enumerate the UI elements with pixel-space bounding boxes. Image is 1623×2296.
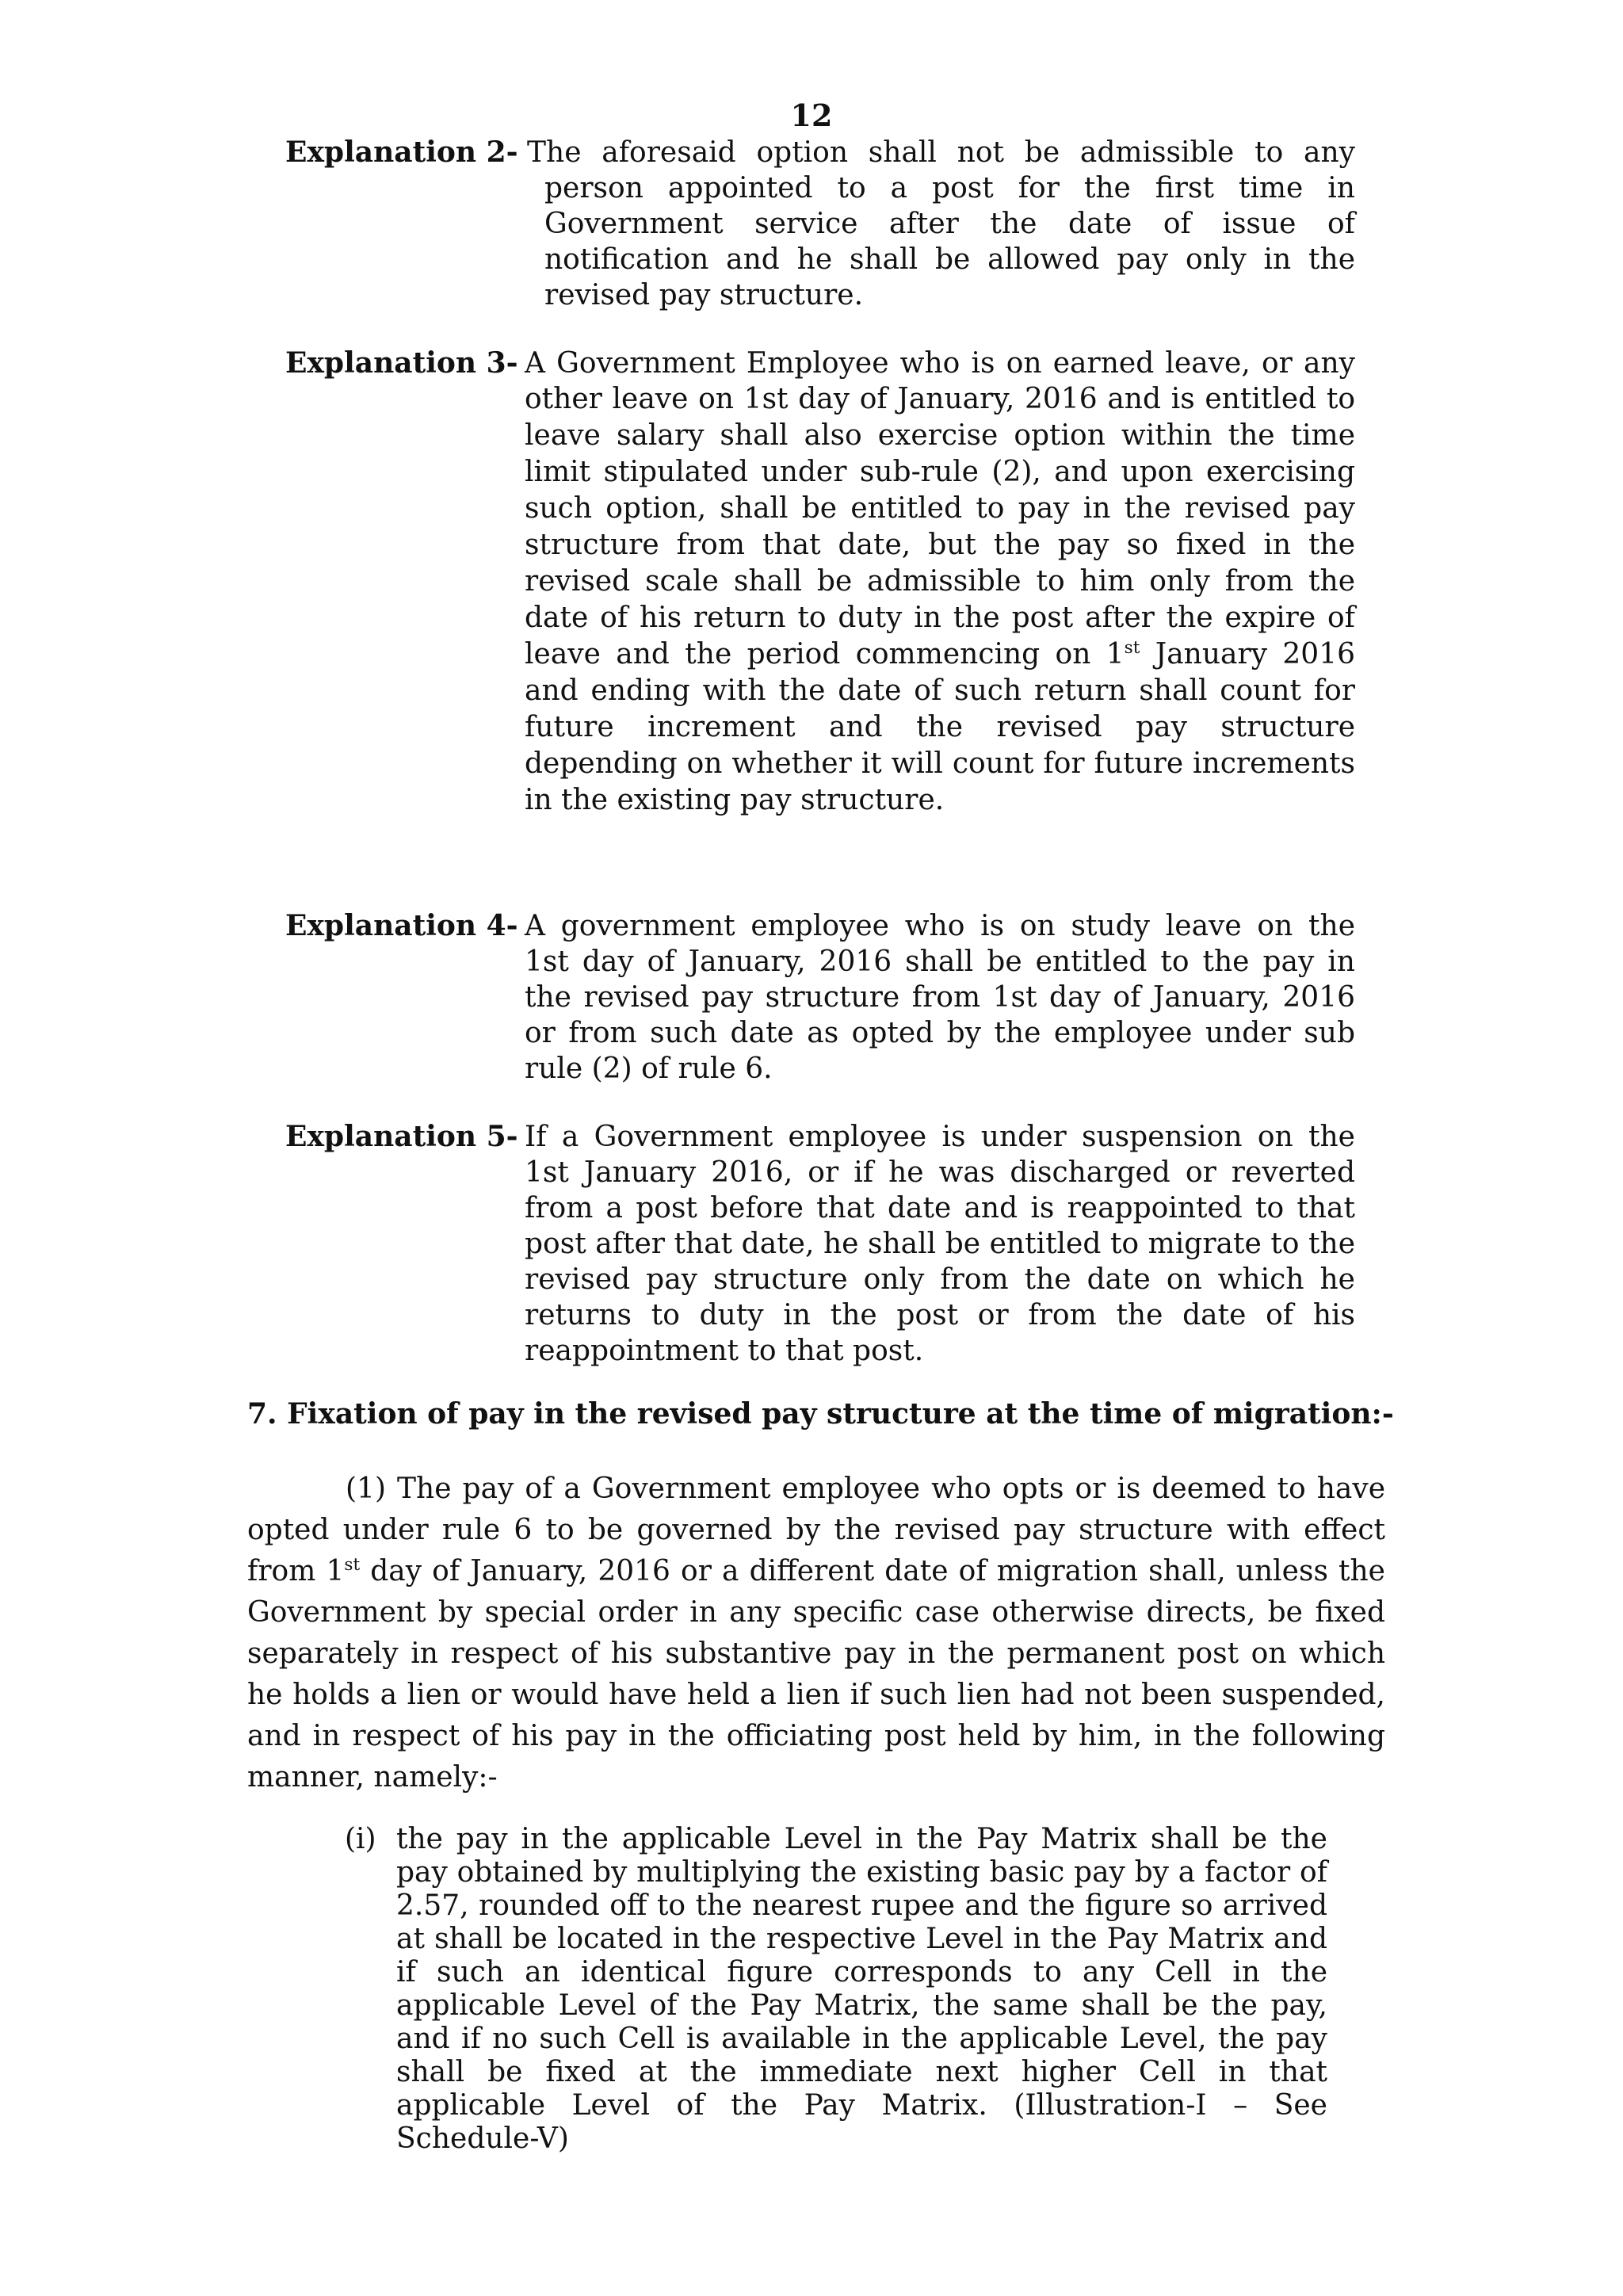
explanation-4 (285, 908, 1355, 1087)
explanation-3 (285, 346, 1355, 819)
explanation-3-label: Explanation 3- (285, 346, 518, 380)
sub-item-first-line: the pay in the applicable Level in the Pay Matrix shall be the (396, 1823, 1327, 1855)
explanation-3-first-line: A Government Employee who is on earned leave, or any (525, 347, 1355, 380)
explanation-4-first-line: A government employee who is on study leave on the (525, 910, 1355, 942)
explanation-2-label: Explanation 2- (285, 136, 518, 169)
section-heading: 7. Fixation of pay in the revised pay structure at the time of migration:- (247, 1397, 1394, 1431)
explanation-5-first-line: If a Government employee is under suspension on the (525, 1121, 1355, 1153)
explanation-5 (285, 1119, 1355, 1369)
explanation-5-body: 1st January 2016, or if he was discharged or reverted from a post before that date and is reappointed to that post after that date, he shall be entitled to migrate to the revised pay structure only from the date on which he returns to duty in the post or from the date of his reappointment to that post. (525, 1156, 1355, 1367)
explanation-2 (285, 135, 1355, 313)
explanation-2-first-line: The aforesaid option shall not be admissible to any (527, 136, 1355, 169)
page-number: 12 (790, 97, 833, 133)
section-paragraph: (1) The pay of a Government employee who opts or is deemed to have opted under rule 6 to be governed by the revised pay structure with effect from 1st day of January, 2016 or a different date of migration shall, unless the Government by special order in any specific case otherwise directs, be fixed separately in respect of his substantive pay in the permanent post on which he holds a lien or would have held a lien if such lien had not been suspended, and in respect of his pay in the officiating post held by him, in the following manner, namely:- (247, 1473, 1385, 1794)
explanation-3-body: other leave on 1st day of January, 2016 and is entitled to leave salary shall also exercise option within the time limit stipulated under sub-rule (2), and upon exercising such option, shall be entitled to pay in the revised pay structure from that date, but the pay so fixed in the revised scale shall be admissible to him only from the date of his return to duty in the post after the expire of leave and the period commencing on 1st January 2016 and ending with the date of such return shall count for future increment and the revised pay structure depending on whether it will count for future increments in the existing pay structure. (525, 383, 1356, 816)
sub-item-marker: (i) (345, 1823, 376, 1855)
explanation-5-label: Explanation 5- (285, 1120, 518, 1153)
explanation-2-body: person appointed to a post for the first time in Government service after the date of issue of notification and he shall be allowed pay only in the revised pay structure. (544, 172, 1355, 311)
sub-item-body: pay obtained by multiplying the existing basic pay by a factor of 2.57, rounded off to the nearest rupee and the figure so arrived at shall be located in the respective Level in the Pay Matrix and if such an identical figure corresponds to any Cell in the applicable Level of the Pay Matrix, the same shall be the pay, and if no such Cell is available in the applicable Level, the pay shall be fixed at the immediate next higher Cell in that applicable Level of the Pay Matrix. (Illustration-I – See Schedule-V) (396, 1856, 1327, 2155)
explanation-4-body: 1st day of January, 2016 shall be entitled to the pay in the revised pay structure from 1st day of January, 2016 or from such date as opted by the employee under sub rule (2) of rule 6. (525, 946, 1355, 1085)
explanation-4-label: Explanation 4- (285, 909, 518, 942)
